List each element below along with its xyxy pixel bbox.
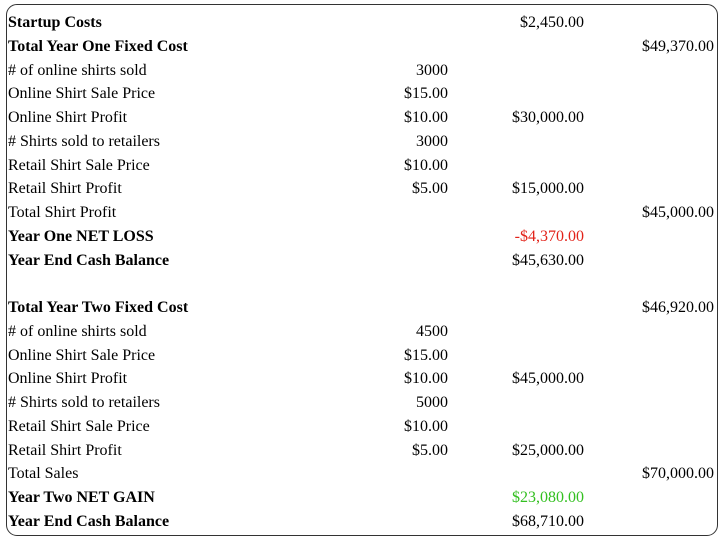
table-row <box>8 344 714 368</box>
subtotal-value-cell <box>448 82 584 106</box>
subtotal-value-cell: $2,450.00 <box>520 14 584 31</box>
subtotal-value-cell <box>448 462 584 486</box>
table-row <box>8 320 714 344</box>
subtotal-value-cell: $68,710.00 <box>512 512 584 530</box>
table-row <box>8 439 714 463</box>
unit-value-cell: 3000 <box>416 61 448 79</box>
unit-value-cell <box>368 272 448 296</box>
table-body <box>8 11 714 534</box>
total-value-cell: $45,000.00 <box>642 204 714 221</box>
unit-value-cell: 4500 <box>416 322 448 340</box>
subtotal-value-cell <box>448 35 584 59</box>
row-label: Retail Shirt Profit <box>8 180 122 198</box>
total-value-cell <box>584 391 714 415</box>
subtotal-value-cell <box>448 391 584 415</box>
row-label: Retail Shirt Sale Price <box>8 417 150 435</box>
unit-value-cell <box>368 510 448 534</box>
total-value-cell <box>584 59 714 83</box>
table-row <box>8 391 714 415</box>
row-label: Year End Cash Balance <box>8 512 170 530</box>
subtotal-value-cell <box>448 272 584 296</box>
table-row <box>8 35 714 59</box>
subtotal-value-cell <box>448 344 584 368</box>
table-row <box>8 106 714 130</box>
total-value-cell <box>584 486 714 510</box>
table-row <box>8 510 714 534</box>
table-row <box>8 130 714 154</box>
total-value-cell <box>584 177 714 201</box>
unit-value-cell: $10.00 <box>404 109 448 126</box>
total-value-cell <box>584 106 714 130</box>
row-label: Year End Cash Balance <box>8 251 170 269</box>
unit-value-cell <box>368 225 448 249</box>
total-value-cell <box>584 344 714 368</box>
row-label: Year One NET LOSS <box>8 227 154 245</box>
subtotal-value-cell <box>448 320 584 344</box>
unit-value-cell: 5000 <box>416 394 448 411</box>
row-label: # Shirts sold to retailers <box>8 132 160 150</box>
unit-value-cell: $15.00 <box>404 346 448 364</box>
total-value-cell <box>584 272 714 296</box>
total-value-cell <box>584 82 714 106</box>
total-value-cell <box>584 367 714 391</box>
row-label: Retail Shirt Sale Price <box>8 156 150 174</box>
unit-value-cell <box>368 462 448 486</box>
total-value-cell <box>584 320 714 344</box>
row-label: Startup Costs <box>8 14 102 31</box>
subtotal-value-cell <box>448 201 584 225</box>
subtotal-value-cell: $23,080.00 <box>512 489 584 506</box>
unit-value-cell <box>368 201 448 225</box>
subtotal-value-cell: $45,000.00 <box>512 370 584 388</box>
row-label: Total Year Two Fixed Cost <box>8 299 189 316</box>
row-label: Total Shirt Profit <box>8 204 117 221</box>
financial-summary-table <box>8 11 714 534</box>
table-row <box>8 462 714 486</box>
total-value-cell <box>584 154 714 178</box>
table-row <box>8 59 714 83</box>
unit-value-cell: $5.00 <box>412 441 448 459</box>
subtotal-value-cell: $25,000.00 <box>512 441 584 459</box>
unit-value-cell: $10.00 <box>404 370 448 388</box>
total-value-cell <box>584 249 714 273</box>
total-value-cell: $70,000.00 <box>642 465 714 483</box>
table-row <box>8 249 714 273</box>
total-value-cell: $46,920.00 <box>642 299 714 316</box>
unit-value-cell: $10.00 <box>404 156 448 174</box>
unit-value-cell: $5.00 <box>412 180 448 198</box>
unit-value-cell <box>368 486 448 510</box>
unit-value-cell: $10.00 <box>404 417 448 435</box>
row-label: Online Shirt Profit <box>8 109 128 126</box>
row-label: Total Year One Fixed Cost <box>8 37 188 55</box>
row-label: # Shirts sold to retailers <box>8 394 160 411</box>
total-value-cell <box>584 415 714 439</box>
unit-value-cell: 3000 <box>416 132 448 150</box>
row-label: Year Two NET GAIN <box>8 489 155 506</box>
row-label: Online Shirt Sale Price <box>8 85 156 103</box>
unit-value-cell <box>368 296 448 320</box>
total-value-cell <box>584 510 714 534</box>
row-label: # of online shirts sold <box>8 61 147 79</box>
table-row <box>8 367 714 391</box>
row-label <box>8 272 368 296</box>
subtotal-value-cell <box>448 415 584 439</box>
row-label: Total Sales <box>8 465 79 483</box>
total-value-cell <box>584 130 714 154</box>
table-row <box>8 11 714 35</box>
subtotal-value-cell: $30,000.00 <box>512 109 584 126</box>
table-row <box>8 225 714 249</box>
subtotal-value-cell <box>448 59 584 83</box>
table-row <box>8 82 714 106</box>
unit-value-cell: $15.00 <box>404 85 448 103</box>
subtotal-value-cell: -$4,370.00 <box>514 227 584 245</box>
total-value-cell: $49,370.00 <box>642 37 714 55</box>
subtotal-value-cell <box>448 296 584 320</box>
subtotal-value-cell <box>448 130 584 154</box>
row-label: Online Shirt Profit <box>8 370 128 388</box>
total-value-cell <box>584 439 714 463</box>
table-row <box>8 296 714 320</box>
row-label: # of online shirts sold <box>8 322 147 340</box>
table-row <box>8 486 714 510</box>
row-label: Retail Shirt Profit <box>8 441 122 459</box>
spacer-row <box>8 272 714 296</box>
table-row <box>8 415 714 439</box>
unit-value-cell <box>368 35 448 59</box>
table-row <box>8 177 714 201</box>
table-row <box>8 154 714 178</box>
row-label: Online Shirt Sale Price <box>8 346 156 364</box>
subtotal-value-cell: $45,630.00 <box>512 251 584 269</box>
unit-value-cell <box>368 11 448 35</box>
total-value-cell <box>584 225 714 249</box>
unit-value-cell <box>368 249 448 273</box>
subtotal-value-cell <box>448 154 584 178</box>
table-row <box>8 201 714 225</box>
subtotal-value-cell: $15,000.00 <box>512 180 584 198</box>
total-value-cell <box>584 11 714 35</box>
